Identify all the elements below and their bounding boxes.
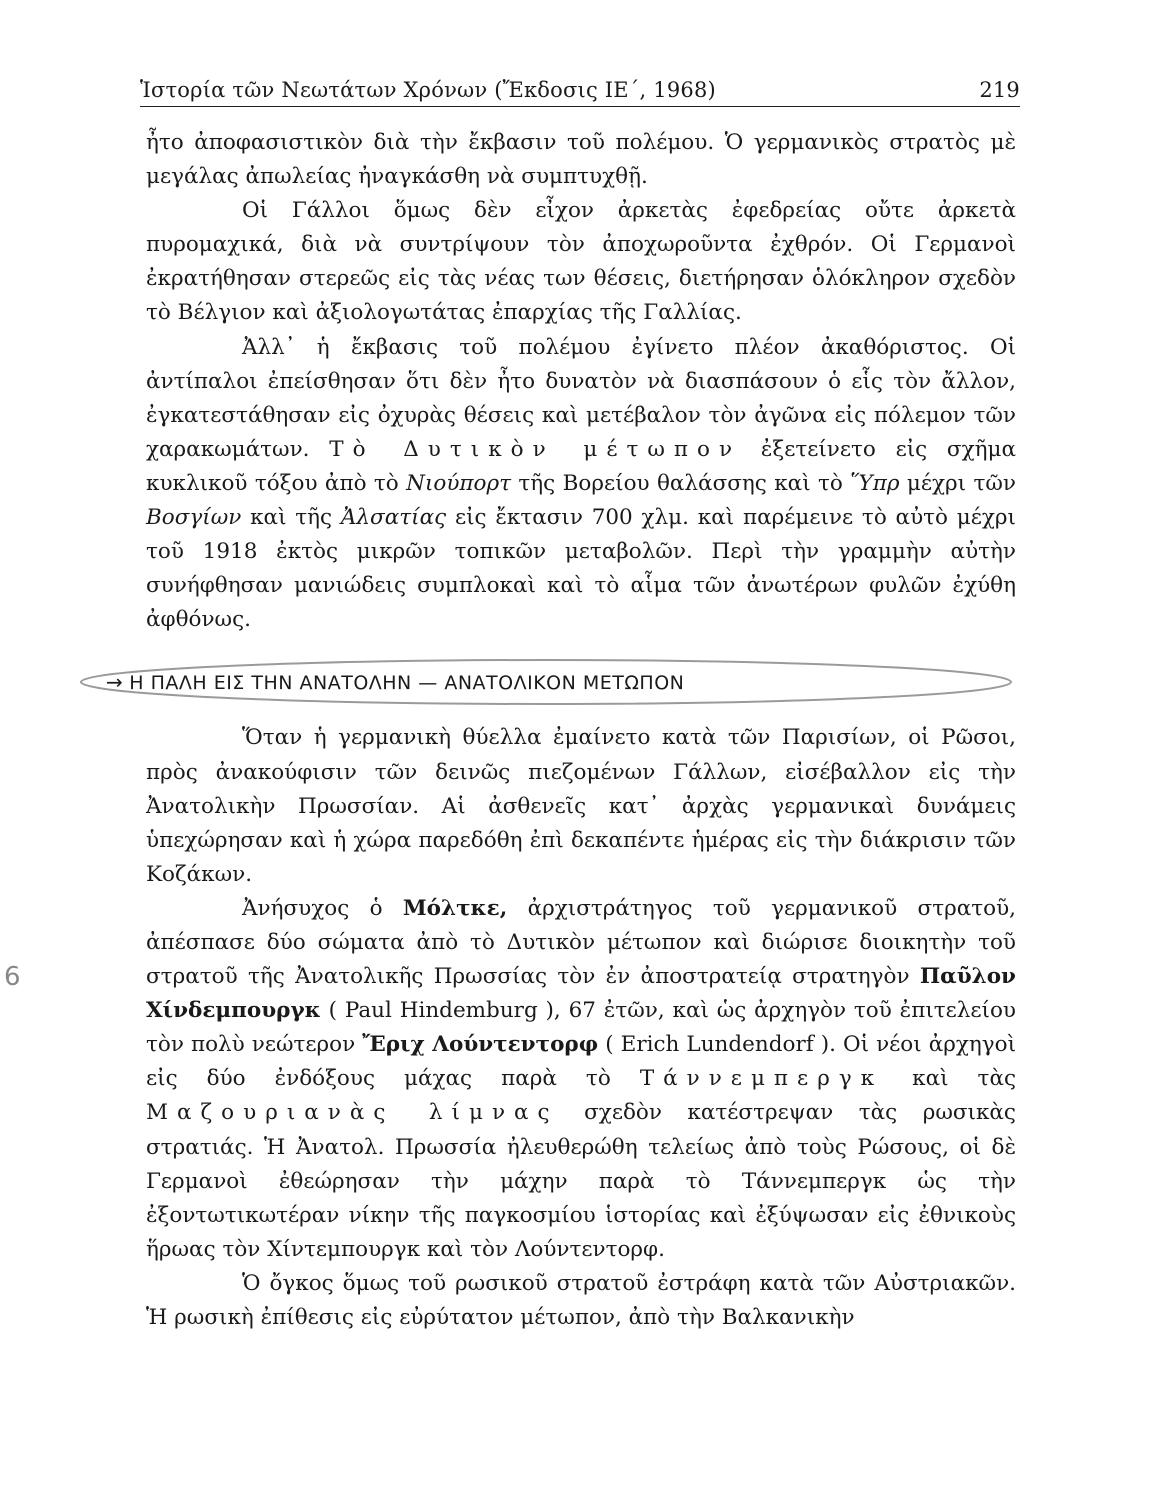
spaced-term-masurian-lakes: Μαζουριανὰς λίμνας [146,1100,559,1126]
paragraph-1: ἦτο ἀποφασιστικὸν διὰ τὴν ἔκβασιν τοῦ πολέμου. Ὁ γερμανικὸς στρατὸς μὲ μεγάλας ἀπωλείας ἠναγκάσθη νὰ συμπτυχθῇ. [146,130,1016,190]
paragraph-6: Ὁ ὄγκος ὅμως τοῦ ρωσικοῦ στρατοῦ ἐστράφη κατὰ τῶν Αὐστριακῶν. Ἡ ρωσικὴ ἐπίθεσις εἰς εὐρύτατον μέτωπον, ἀπὸ τὴν Βαλκανικὴν [146,1270,1016,1330]
page-body [106,126,1017,1335]
name-moltke: Μόλτκε, [402,895,508,921]
paragraph-4: Ὅταν ἡ γερμανικὴ θύελλα ἐμαίνετο κατὰ τῶν Παρισίων, οἱ Ρῶσοι, πρὸς ἀνακούφισιν τῶν δεινῶς πιεζομένων Γάλλων, εἰσέβαλλον εἰς τὴν Ἀνατολικὴν Πρωσσίαν. Αἱ ἀσθενεῖς κατ᾽ ἀρχὰς γερμανικαὶ δυνάμεις ὑπεχώρησαν καὶ ἡ χώρα παρεδόθη ἐπὶ δεκαπέντε ἡμέρας εἰς τὴν διάκρισιν τῶν Κοζάκων. [146,725,1016,887]
arrow-icon: → [106,670,124,695]
paragraph-5: Ἀνήσυχος ὁ Μόλτκε, ἀρχιστράτηγος τοῦ γερμανικοῦ στρατοῦ, ἀπέσπασε δύο σώματα ἀπὸ τὸ Δυτικὸν μέτωπον καὶ διώρισε διοικητὴν τοῦ στρατοῦ τῆς Ἀνατολικῆς Πρωσσίας τὸν ἐν ἀποστρατείᾳ στρατηγὸν Παῦλον Χίνδεμπουργκ ( Paul Hindemburg ), 67 ἐτῶν, καὶ ὡς ἀρχηγὸν τοῦ ἐπιτελείου τὸν πολὺ νεώτερον Ἔριχ Λούντεντορφ ( Erich Lundendorf ). Οἱ νέοι ἀρχηγοὶ εἰς δύο ἐνδόξους μάχας παρὰ τὸ Τάννεμπεργκ καὶ τὰς Μαζουριανὰς λίμνας σχεδὸν κατέστρεψαν τὰς ρωσικὰς στρατιάς. Ἡ Ἀνατολ. Πρωσσία ἠλευθερώθη τελείως ἀπὸ τοὺς Ρώσους, οἱ δὲ Γερμανοὶ ἐθεώρησαν τὴν μάχην παρὰ τὸ Τάννεμπεργκ ὡς τὴν ἐξοντωτικωτέραν νίκην τῆς παγκοσμίου ἱστορίας καὶ ἐξύψωσαν εἰς ἐθνικοὺς ἥρωας τὸν Χίντεμπουργκ καὶ τὸν Λούντεντορφ. [146,895,1017,1262]
header-rule [140,106,1020,107]
running-title: Ἱστορία τῶν Νεωτάτων Χρόνων (Ἔκδοσις ΙΕ΄, 1968) [140,78,716,102]
section-heading-text: Η ΠΑΛΗ ΕΙΣ ΤΗΝ ΑΝΑΤΟΛΗΝ — ΑΝΑΤΟΛΙΚΟΝ ΜΕΤΩΠΟΝ [129,672,685,695]
section-heading [106,665,1016,699]
page-number: 219 [979,78,1020,102]
place-vosges: Βοσγίων [146,505,242,531]
name-ludendorff: Ἔριχ Λούντεντορφ [362,1032,599,1058]
place-nieuport: Νιούπορτ [406,470,512,496]
place-alsace: Ἀλσατίας [340,505,447,531]
place-ypres: Ὕπρ [850,470,900,496]
spaced-term-tannenberg: Τάννεμπεργκ [639,1066,884,1092]
spaced-term-western-front: Τὸ Δυτικὸν μέτωπον [329,436,742,462]
margin-pencil-mark: 6 [4,962,21,992]
name-hindenburg: Παῦλον Χίνδεμπουργκ [146,964,1016,1024]
paragraph-2: Οἱ Γάλλοι ὅμως δὲν εἶχον ἀρκετὰς ἐφεδρείας οὔτε ἀρκετὰ πυρομαχικά, διὰ νὰ συντρίψουν τὸν ἀποχωροῦντα ἐχθρόν. Οἱ Γερμανοὶ ἐκρατήθησαν στερεῶς εἰς τὰς νέας των θέσεις, διετήρησαν ὁλόκληρον σχεδὸν τὸ Βέλγιον καὶ ἀξιολογωτάτας ἐπαρχίας τῆς Γαλλίας. [146,198,1016,326]
paragraph-3: Ἀλλ᾽ ἡ ἔκβασις τοῦ πολέμου ἐγίνετο πλέον ἀκαθόριστος. Οἱ ἀντίπαλοι ἐπείσθησαν ὅτι δὲν ἦτο δυνατὸν νὰ διασπάσουν ὁ εἷς τὸν ἄλλον, ἐγκατεστάθησαν εἰς ὀχυρὰς θέσεις καὶ μετέβαλον τὸν ἀγῶνα εἰς πόλεμον τῶν χαρακωμάτων. Τὸ Δυτικὸν μέτωπον ἐξετείνετο εἰς σχῆμα κυκλικοῦ τόξου ἀπὸ τὸ Νιούπορτ τῆς Βορείου θαλάσσης καὶ τὸ Ὕπρ μέχρι τῶν Βοσγίων καὶ τῆς Ἀλσατίας εἰς ἔκτασιν 700 χλμ. καὶ παρέμεινε τὸ αὐτὸ μέχρι τοῦ 1918 ἐκτὸς μικρῶν τοπικῶν μεταβολῶν. Περὶ τὴν γραμμὴν αὐτὴν συνήφθησαν μανιώδεις συμπλοκαὶ καὶ τὸ αἷμα τῶν ἀνωτέρων φυλῶν ἐχύθη ἀφθόνως. [146,334,1016,633]
page-header [140,66,1020,102]
